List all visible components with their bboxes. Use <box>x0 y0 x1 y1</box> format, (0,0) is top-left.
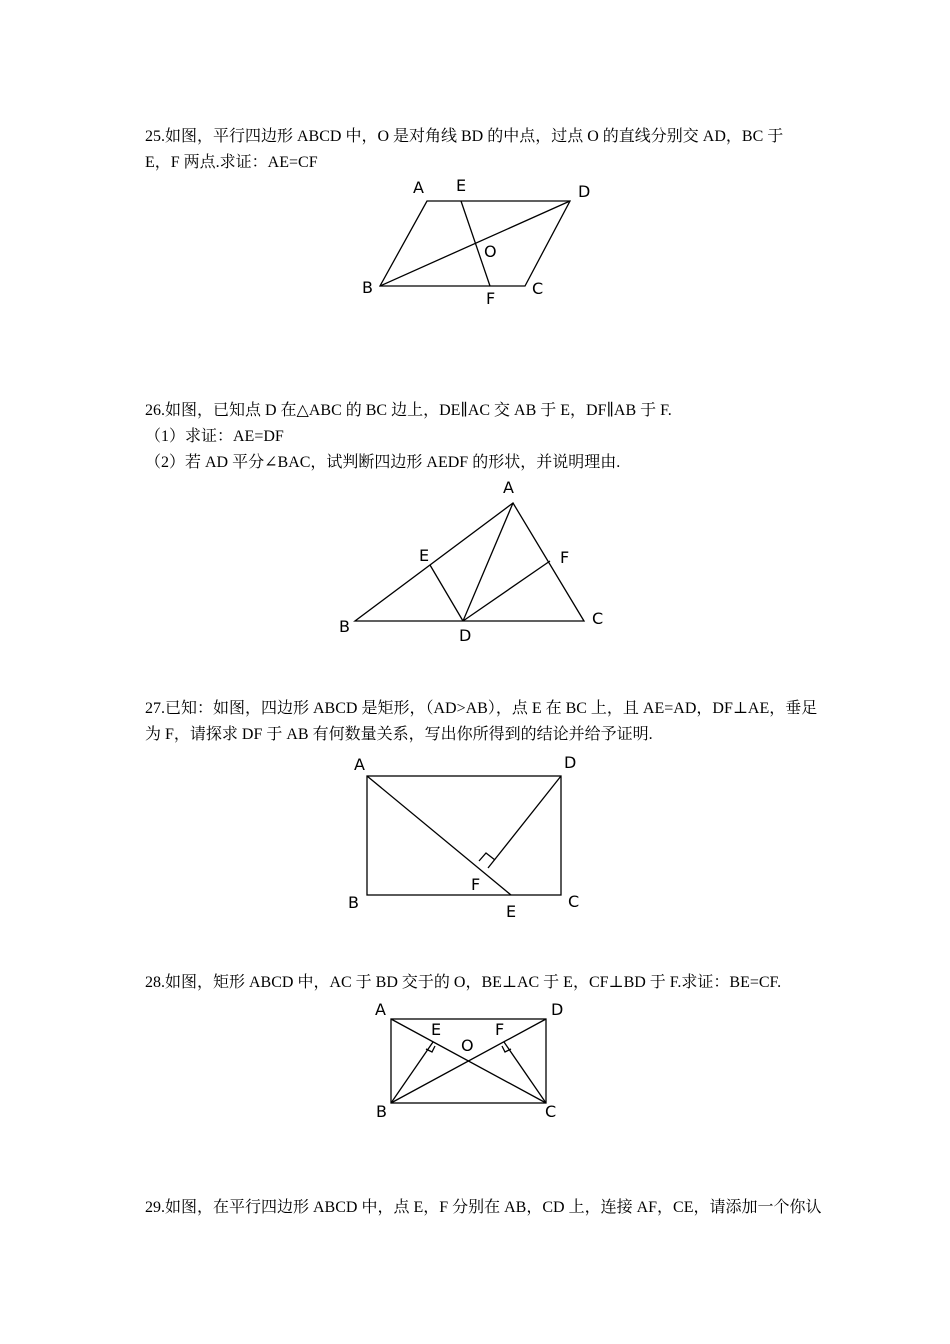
p26-label-e: E <box>419 546 430 565</box>
p28-segment-be <box>391 1042 433 1103</box>
p28-label-e: E <box>431 1020 442 1039</box>
p27-label-f: F <box>471 875 481 894</box>
p27-label-c: C <box>568 892 580 911</box>
p28-label-f: F <box>495 1020 505 1039</box>
p25-label-o: O <box>484 242 497 261</box>
p28-segment-cf <box>504 1042 546 1103</box>
p27-label-b: B <box>348 893 359 912</box>
p28-label-b: B <box>376 1102 387 1121</box>
p26-text-line2: （1）求证：AE=DF <box>145 428 284 445</box>
p27-figure <box>345 750 595 920</box>
p26-text-line1: 26.如图，已知点 D 在△ABC 的 BC 边上，DE∥AC 交 AB 于 E，DF∥AB 于 F. <box>145 402 672 419</box>
p26-label-c: C <box>592 609 604 628</box>
p25-label-f: F <box>486 289 496 308</box>
p27-text-line2: 为 F，请探求 DF 于 AB 有何数量关系，写出你所得到的结论并给予证明. <box>145 726 653 743</box>
p27-segment-df <box>488 776 561 868</box>
p27-rectangle <box>367 776 561 895</box>
p28-label-c: C <box>545 1102 557 1121</box>
p25-label-c: C <box>532 279 544 298</box>
p28-label-a: A <box>375 1000 386 1019</box>
p27-text-line1: 27.已知：如图，四边形 ABCD 是矩形，（AD>AB），点 E 在 BC 上，且 AE=AD，DF⊥AE，垂足 <box>145 700 818 717</box>
p25-label-b: B <box>362 278 373 297</box>
p28-label-d: D <box>551 1000 564 1019</box>
p26-label-b: B <box>339 617 350 636</box>
p26-segment-de <box>430 565 463 621</box>
p26-label-d: D <box>459 626 472 645</box>
p27-label-e: E <box>506 902 517 921</box>
p27-label-d: D <box>564 753 577 772</box>
p26-label-a: A <box>503 478 514 497</box>
p25-label-d: D <box>578 182 591 201</box>
p26-figure <box>335 475 615 645</box>
p27-right-angle-mark <box>479 853 495 861</box>
p29-text-line1: 29.如图，在平行四边形 ABCD 中，点 E，F 分别在 AB，CD 上，连接 AF，CE，请添加一个你认 <box>145 1199 822 1216</box>
p25-figure <box>355 175 595 310</box>
p26-label-f: F <box>560 548 570 567</box>
p26-text-line3: （2）若 AD 平分∠BAC，试判断四边形 AEDF 的形状，并说明理由. <box>145 454 621 471</box>
p27-label-a: A <box>354 755 365 774</box>
p25-text-line2: E，F 两点.求证：AE=CF <box>145 154 318 171</box>
p27-segment-ae <box>367 776 511 895</box>
p28-text-line1: 28.如图，矩形 ABCD 中，AC 于 BD 交于的 O，BE⊥AC 于 E，CF⊥BD 于 F.求证：BE=CF. <box>145 974 782 991</box>
p28-figure <box>365 997 575 1127</box>
p25-label-e: E <box>456 176 467 195</box>
p25-label-a: A <box>413 178 424 197</box>
p25-text-line1: 25.如图，平行四边形 ABCD 中，O 是对角线 BD 的中点，过点 O 的直线分别交 AD，BC 于 <box>145 128 784 145</box>
p28-label-o: O <box>461 1036 474 1055</box>
